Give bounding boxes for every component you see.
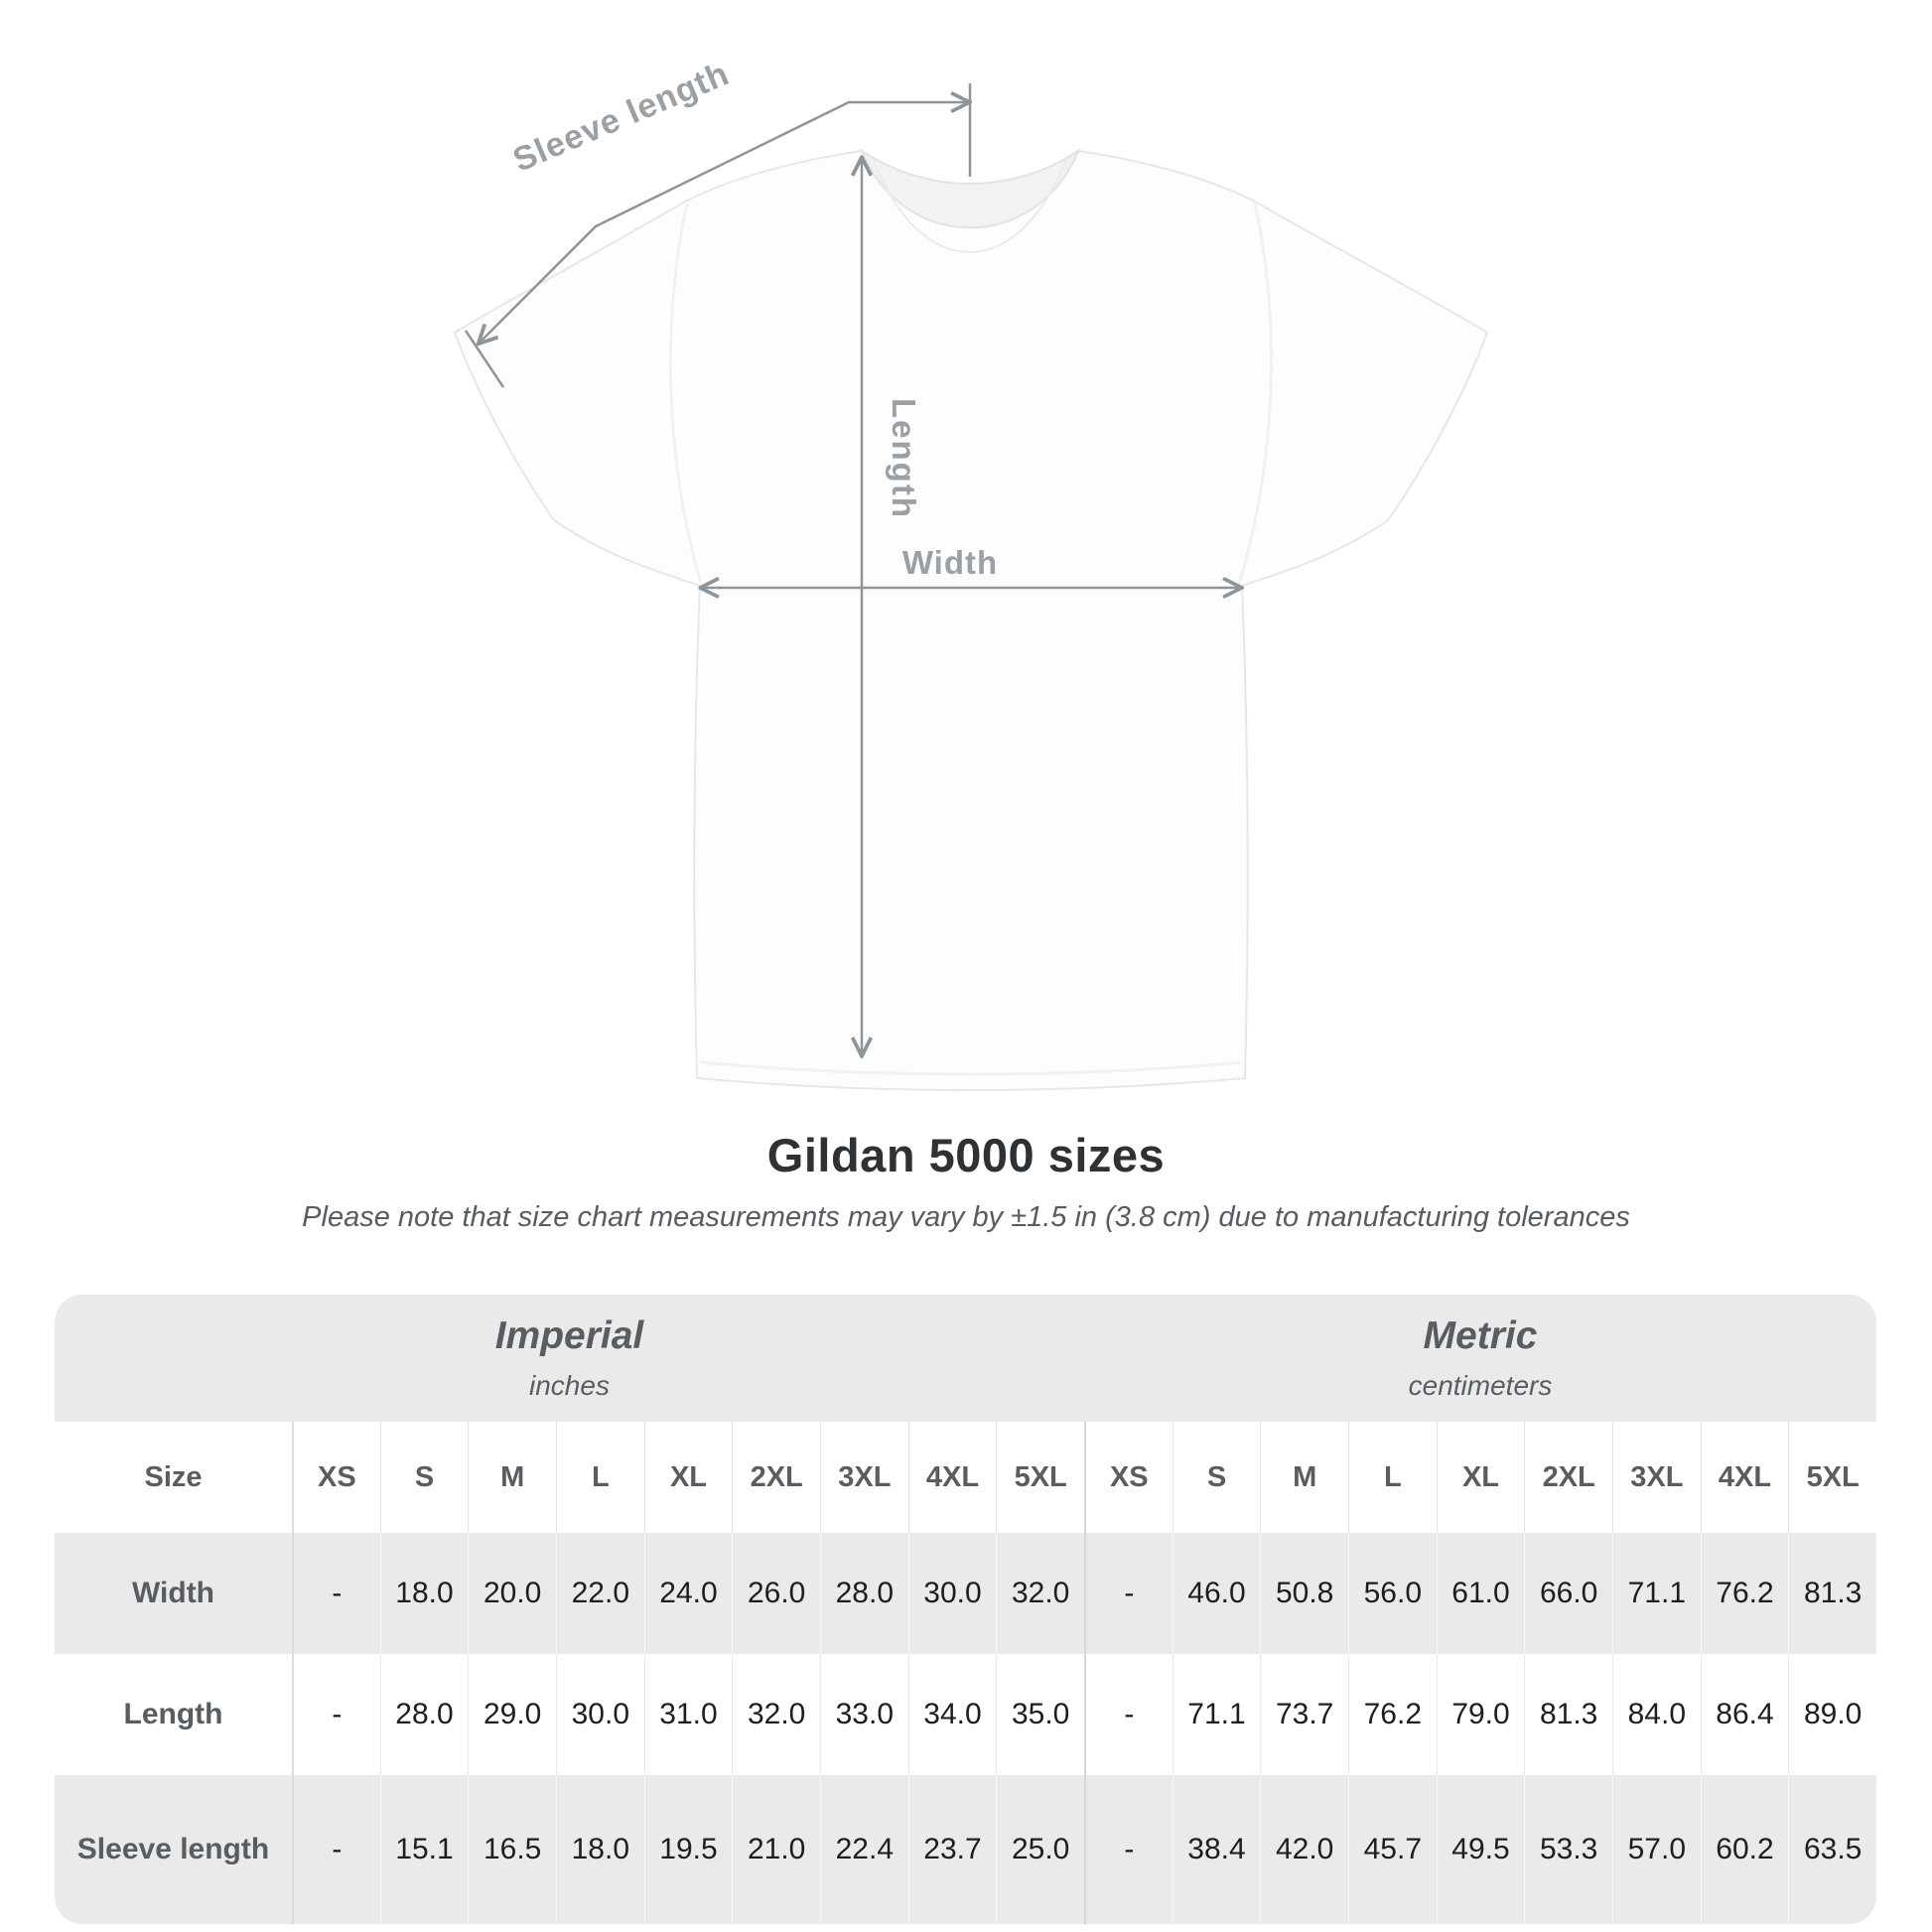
value-cell: 71.1 bbox=[1173, 1654, 1261, 1775]
unit-group-unit: centimeters bbox=[1408, 1370, 1553, 1401]
size-header: XS bbox=[292, 1422, 380, 1533]
value-cell: 25.0 bbox=[996, 1775, 1084, 1924]
value-cell: - bbox=[1084, 1775, 1173, 1924]
value-cell: 50.8 bbox=[1260, 1533, 1348, 1654]
value-cell: 60.2 bbox=[1701, 1775, 1789, 1924]
value-cell: 42.0 bbox=[1260, 1775, 1348, 1924]
page-title: Gildan 5000 sizes bbox=[766, 1129, 1166, 1181]
value-cell: 61.0 bbox=[1437, 1533, 1525, 1654]
sleeve-length-label: Sleeve length bbox=[507, 55, 735, 180]
size-header: 3XL bbox=[1612, 1422, 1701, 1533]
value-cell: 24.0 bbox=[644, 1533, 733, 1654]
value-cell: 15.1 bbox=[380, 1775, 469, 1924]
value-cell: 29.0 bbox=[468, 1654, 556, 1775]
value-cell: 33.0 bbox=[820, 1654, 908, 1775]
value-cell: 71.1 bbox=[1612, 1533, 1701, 1654]
value-cell: - bbox=[1084, 1654, 1173, 1775]
size-header: 4XL bbox=[908, 1422, 997, 1533]
value-cell: 23.7 bbox=[908, 1775, 997, 1924]
value-cell: - bbox=[292, 1775, 380, 1924]
value-cell: 28.0 bbox=[820, 1533, 908, 1654]
size-header: 4XL bbox=[1701, 1422, 1789, 1533]
value-cell: 53.3 bbox=[1524, 1775, 1612, 1924]
value-cell: 49.5 bbox=[1437, 1775, 1525, 1924]
value-cell: 35.0 bbox=[996, 1654, 1084, 1775]
size-header: 2XL bbox=[732, 1422, 820, 1533]
value-cell: 32.0 bbox=[732, 1654, 820, 1775]
value-cell: 32.0 bbox=[996, 1533, 1084, 1654]
value-cell: 28.0 bbox=[380, 1654, 469, 1775]
row-label-sleeve-length: Sleeve length bbox=[55, 1775, 292, 1924]
size-header: XS bbox=[1084, 1422, 1173, 1533]
value-cell: - bbox=[292, 1654, 380, 1775]
size-header: L bbox=[1348, 1422, 1437, 1533]
value-cell: 57.0 bbox=[1612, 1775, 1701, 1924]
width-label: Width bbox=[901, 544, 999, 581]
value-cell: 84.0 bbox=[1612, 1654, 1701, 1775]
value-cell: 22.4 bbox=[820, 1775, 908, 1924]
tshirt-silhouette bbox=[455, 151, 1487, 1090]
value-cell: 26.0 bbox=[732, 1533, 820, 1654]
value-cell: 73.7 bbox=[1260, 1654, 1348, 1775]
value-cell: 22.0 bbox=[556, 1533, 644, 1654]
unit-group-unit: inches bbox=[529, 1370, 610, 1401]
value-cell: 63.5 bbox=[1788, 1775, 1876, 1924]
row-label-length: Length bbox=[55, 1654, 292, 1775]
unit-group-imperial bbox=[55, 1295, 1084, 1422]
value-cell: 86.4 bbox=[1701, 1654, 1789, 1775]
value-cell: 79.0 bbox=[1437, 1654, 1525, 1775]
size-table bbox=[55, 1295, 1876, 1924]
value-cell: 30.0 bbox=[908, 1533, 997, 1654]
size-header: M bbox=[468, 1422, 556, 1533]
length-label: Length bbox=[886, 398, 922, 519]
size-header: 3XL bbox=[820, 1422, 908, 1533]
value-cell: 16.5 bbox=[468, 1775, 556, 1924]
value-cell: - bbox=[1084, 1533, 1173, 1654]
size-header: 5XL bbox=[996, 1422, 1084, 1533]
tolerance-note: Please note that size chart measurements may vary by ±1.5 in (3.8 cm) due to manufacturing tolerances bbox=[302, 1201, 1630, 1233]
value-cell: 81.3 bbox=[1788, 1533, 1876, 1654]
value-cell: 81.3 bbox=[1524, 1654, 1612, 1775]
unit-group-name: Imperial bbox=[494, 1314, 644, 1357]
value-cell: 46.0 bbox=[1173, 1533, 1261, 1654]
value-cell: 56.0 bbox=[1348, 1533, 1437, 1654]
value-cell: 76.2 bbox=[1348, 1654, 1437, 1775]
value-cell: 66.0 bbox=[1524, 1533, 1612, 1654]
value-cell: 21.0 bbox=[732, 1775, 820, 1924]
size-header: L bbox=[556, 1422, 644, 1533]
size-header: 5XL bbox=[1788, 1422, 1876, 1533]
value-cell: 18.0 bbox=[556, 1775, 644, 1924]
value-cell: - bbox=[292, 1533, 380, 1654]
value-cell: 89.0 bbox=[1788, 1654, 1876, 1775]
value-cell: 19.5 bbox=[644, 1775, 733, 1924]
size-column-header: Size bbox=[55, 1422, 292, 1533]
unit-group-name: Metric bbox=[1423, 1314, 1538, 1357]
value-cell: 31.0 bbox=[644, 1654, 733, 1775]
value-cell: 45.7 bbox=[1348, 1775, 1437, 1924]
value-cell: 30.0 bbox=[556, 1654, 644, 1775]
size-header: M bbox=[1260, 1422, 1348, 1533]
size-header: 2XL bbox=[1524, 1422, 1612, 1533]
value-cell: 20.0 bbox=[468, 1533, 556, 1654]
value-cell: 18.0 bbox=[380, 1533, 469, 1654]
value-cell: 38.4 bbox=[1173, 1775, 1261, 1924]
size-header: S bbox=[1173, 1422, 1261, 1533]
size-header: XL bbox=[644, 1422, 733, 1533]
size-header: XL bbox=[1437, 1422, 1525, 1533]
value-cell: 76.2 bbox=[1701, 1533, 1789, 1654]
row-label-width: Width bbox=[55, 1533, 292, 1654]
size-header: S bbox=[380, 1422, 469, 1533]
value-cell: 34.0 bbox=[908, 1654, 997, 1775]
unit-group-metric bbox=[1084, 1295, 1876, 1422]
